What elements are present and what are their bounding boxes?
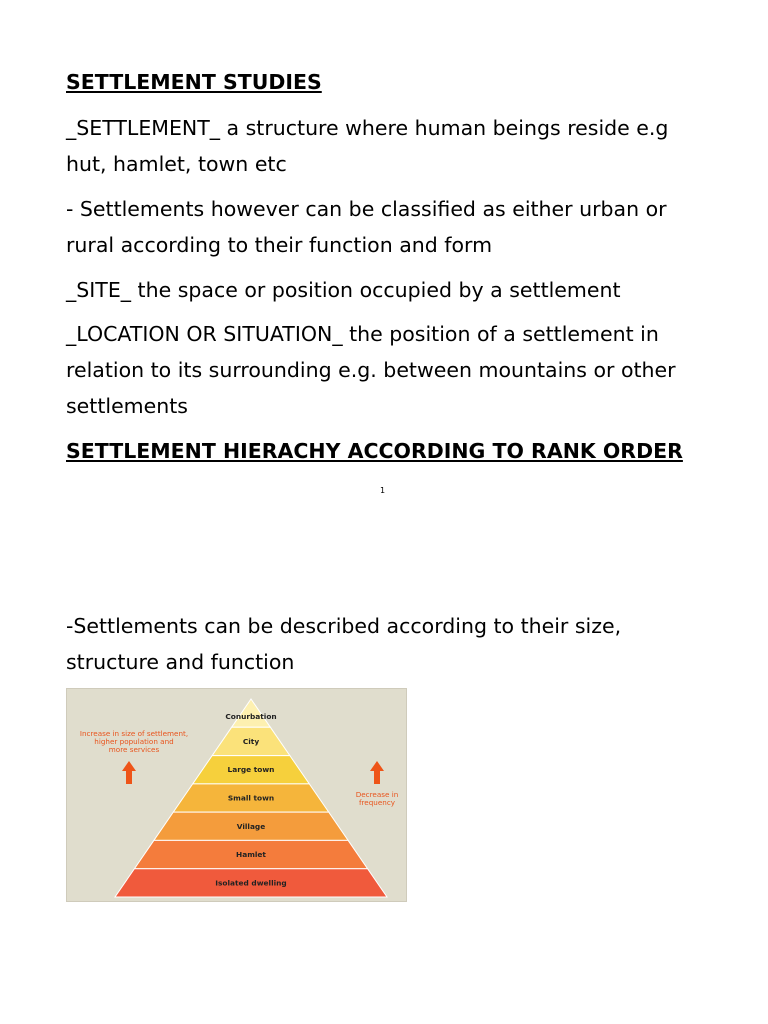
arrow-up-icon xyxy=(370,761,384,784)
pyramid-tier-label: Conurbation xyxy=(225,712,277,722)
arrow-up-icon xyxy=(122,761,136,784)
classification-line-2: rural according to their function and form xyxy=(66,233,493,257)
pyramid-tier-label: Large town xyxy=(227,765,275,775)
hierarchy-pyramid-svg xyxy=(67,689,408,903)
pyramid-tier-label: Village xyxy=(236,821,266,831)
document-title: SETTLEMENT STUDIES xyxy=(66,70,322,94)
right-note-line-1: Decrease in xyxy=(355,790,399,799)
description-line-2: structure and function xyxy=(66,650,295,674)
pyramid-tier-label: City xyxy=(242,736,260,746)
site-definition: _SITE_ the space or position occupied by a settlement xyxy=(66,278,621,302)
pyramid-tier-label: Small town xyxy=(227,793,275,803)
settlement-definition-line-2: hut, hamlet, town etc xyxy=(66,152,287,176)
right-note-line-2: frequency xyxy=(358,798,396,807)
left-note-line-2: higher population and xyxy=(94,737,174,746)
description-line-1: -Settlements can be described according to their size, xyxy=(66,614,622,638)
page-number: 1 xyxy=(380,486,386,495)
left-note-line-3: more services xyxy=(108,745,160,754)
location-definition-line-3: settlements xyxy=(66,394,188,418)
pyramid-tier-label: Isolated dwelling xyxy=(215,878,287,888)
settlement-definition-line-1: _SETTLEMENT_ a structure where human beings reside e.g xyxy=(66,116,669,140)
hierarchy-heading: SETTLEMENT HIERACHY ACCORDING TO RANK ORDER xyxy=(66,439,683,463)
location-definition-line-2: relation to its surrounding e.g. between mountains or other xyxy=(66,358,676,382)
left-note-line-1: Increase in size of settlement, xyxy=(79,729,189,738)
location-definition-line-1: _LOCATION OR SITUATION_ the position of a settlement in xyxy=(66,322,659,346)
pyramid-tier-label: Hamlet xyxy=(236,850,266,860)
classification-line-1: - Settlements however can be classified as either urban or xyxy=(66,197,667,221)
settlement-hierarchy-figure xyxy=(66,688,407,902)
